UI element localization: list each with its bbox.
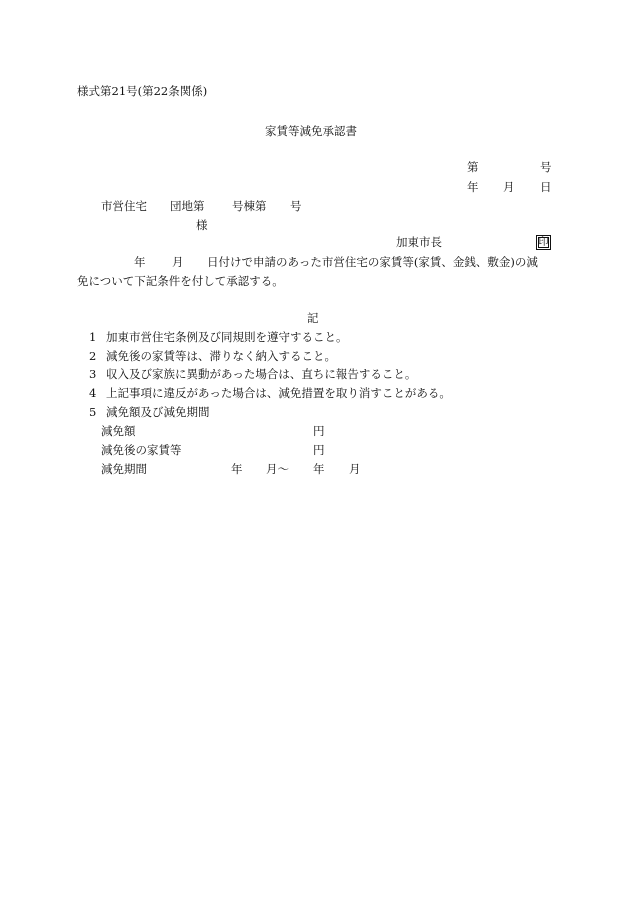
seal-stamp <box>536 235 551 250</box>
condition-text: 収入及び家族に異動があった場合は、直ちに報告すること。 <box>106 367 417 381</box>
doc-number-go: 号 <box>540 160 552 174</box>
period-end-year: 年 <box>313 462 325 476</box>
doc-date-day: 日 <box>540 180 552 194</box>
doc-date-year: 年 <box>467 180 479 194</box>
ki-heading: 記 <box>307 311 319 325</box>
condition-number: 3 <box>89 367 97 381</box>
body-month: 月 <box>172 255 184 269</box>
doc-number-dai: 第 <box>467 160 479 174</box>
condition-number: 1 <box>89 330 97 344</box>
body-line-1: 日付けで申請のあった市営住宅の家賃等(家賃、金銭、敷金)の減 <box>207 255 538 269</box>
period-label: 減免期間 <box>101 462 147 476</box>
condition-text: 減免額及び減免期間 <box>106 405 210 419</box>
body-year: 年 <box>134 255 146 269</box>
addressee-prefix: 市営住宅 <box>101 199 147 213</box>
body-line-2: 免について下記条件を付して承認する。 <box>77 274 284 288</box>
amount-unit: 円 <box>313 424 325 438</box>
condition-number: 2 <box>89 349 97 363</box>
after-amount-label: 減免後の家賃等 <box>101 443 182 457</box>
addressee-honorific: 様 <box>196 218 208 232</box>
form-number: 様式第21号(第22条関係) <box>77 84 208 98</box>
document-title: 家賃等減免承認書 <box>265 124 357 138</box>
addressee-danchi: 団地第 <box>170 199 205 213</box>
after-amount-unit: 円 <box>313 443 325 457</box>
condition-number: 5 <box>89 405 97 419</box>
condition-text: 上記事項に違反があった場合は、減免措置を取り消すことがある。 <box>106 386 451 400</box>
doc-date-month: 月 <box>503 180 515 194</box>
addressee-go: 号 <box>290 199 302 213</box>
addressee-goto: 号棟第 <box>232 199 267 213</box>
period-end-month: 月 <box>349 462 361 476</box>
condition-text: 減免後の家賃等は、滞りなく納入すること。 <box>106 349 336 363</box>
condition-number: 4 <box>89 386 97 400</box>
period-start-month: 月～ <box>266 462 289 476</box>
amount-label: 減免額 <box>101 424 136 438</box>
issuer-title: 加東市長 <box>396 235 442 249</box>
condition-text: 加東市営住宅条例及び同規則を遵守すること。 <box>106 330 348 344</box>
period-start-year: 年 <box>231 462 243 476</box>
seal-label: 印 <box>538 237 549 248</box>
